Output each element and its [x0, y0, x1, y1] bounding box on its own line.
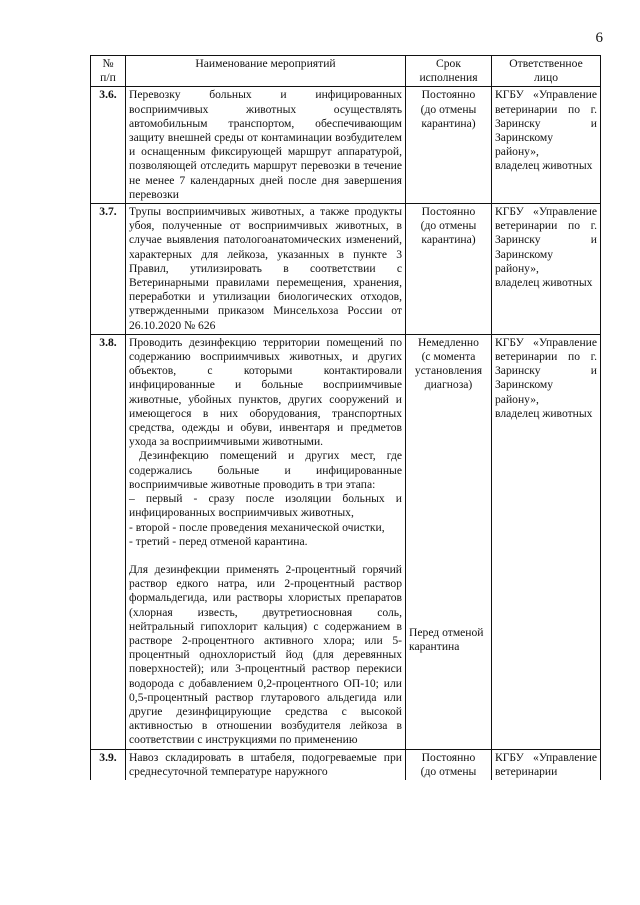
page-number: 6: [595, 30, 603, 46]
measure-term-second: Перед отменой карантина: [409, 625, 484, 653]
measure-responsible: КГБУ «Управление ветеринарии по г. Заринску и Заринскому району», владелец животных: [492, 87, 601, 204]
measure-text: Навоз складировать в штабеля, подогреваемые при среднесуточной температуре наружного: [126, 749, 406, 780]
table-row: [91, 87, 601, 204]
measure-term: Постоянно (до отмены карантина): [406, 87, 492, 204]
stages-paragraph: Дезинфекцию помещений и других мест, где содержались больные и инфицированные восприимчивые животные проводить в три этапа:: [129, 449, 402, 491]
measure-text: [126, 334, 406, 749]
stage-second: - второй - после проведения механической очистки,: [129, 520, 385, 534]
measure-text: Перевозку больных и инфицированных восприимчивых животных осуществлять автомобильным транспортом, обеспечивающим защиту внешней среды от контаминации возбудителем и оснащенным фиксирующей маршрут аппаратурой, позволяющей отследить маршрут перевозки в течение не менее 7 календарных дней после дня завершения перевозки: [126, 87, 406, 204]
row-number: 3.9.: [91, 749, 126, 780]
measure-term: Постоянно (до отмены карантина): [406, 204, 492, 335]
header-name: Наименование мероприятий: [126, 56, 406, 87]
table-row: [91, 334, 601, 749]
header-term: Срок исполнения: [406, 56, 492, 87]
table-row: [91, 204, 601, 335]
measure-text: Трупы восприимчивых животных, а также продукты убоя, полученные от восприимчивых животных, в случае выявления патологоанатомических изменений, характерных для лейкоза, указанных в пункте 3 Правил, утилизировать в соответствии с Ветеринарными правилами перемещения, хранения, переработки и утилизации биологических отходов, утвержденными приказом Минсельхоза России от 26.10.2020 № 626: [126, 204, 406, 335]
disinfection-paragraph: Проводить дезинфекцию территории помещений по содержанию восприимчивых животных, и других объектов, с которыми контактировали инфицированные и больные восприимчивые животные, убойных пунктов, других сооружений и имеющегося в них оборудования, транспортных средства, одежды и обуви, инвентаря и предметов ухода за восприимчивыми животными.: [129, 335, 402, 449]
measure-term: Постоянно (до отмены: [406, 749, 492, 780]
disinfectants-paragraph: Для дезинфекции применять 2-процентный горячий раствор едкого натра, или 2-процентный раствор формальдегида, или растворы хлористых препаратов (хлорная известь, двутретиосновная соль, нейтральный гипохлорит кальция) с содержанием в растворе 2-процентного активного хлора; или 5-процентный однохлористый йод (для деревянных поверхностей); или 3-процентный раствор перекиси водорода с добавлением 0,2-процентного ОП-10; или 0,5-процентный раствор глутарового альдегида или другие дезинфицирующие средства с высокой активностью в отношении возбудителя лейкоза в соответствии с инструкциями по применению: [129, 562, 402, 747]
row-number: 3.6.: [91, 87, 126, 204]
table-header-row: [91, 56, 601, 87]
row-number: 3.8.: [91, 334, 126, 749]
header-responsible: Ответственное лицо: [492, 56, 601, 87]
row-number: 3.7.: [91, 204, 126, 335]
measure-term: Немедленно (с момента установления диагноза) Перед отменой карантина: [406, 334, 492, 749]
measures-table: [90, 55, 601, 780]
stage-first: – первый - сразу после изоляции больных и инфицированных восприимчивых животных,: [129, 492, 402, 520]
measure-responsible: КГБУ «Управление ветеринарии: [492, 749, 601, 780]
table-row: [91, 749, 601, 780]
header-num: № п/п: [91, 56, 126, 87]
measure-responsible: КГБУ «Управление ветеринарии по г. Заринску и Заринскому району», владелец животных: [492, 334, 601, 749]
measure-responsible: КГБУ «Управление ветеринарии по г. Заринску и Заринскому району», владелец животных: [492, 204, 601, 335]
stage-third: - третий - перед отменой карантина.: [129, 534, 308, 548]
